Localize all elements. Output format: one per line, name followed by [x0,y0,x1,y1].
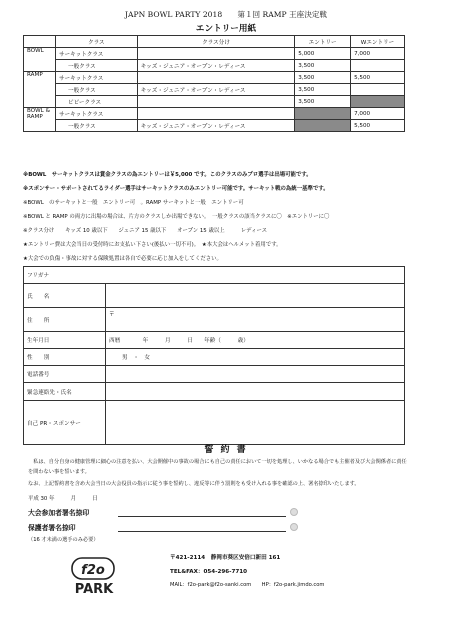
entry-cell: 3,500 [295,96,351,108]
form-row-gender [24,349,405,366]
phone-label: 電話番号 [24,366,106,383]
note-class-division: ※クラス分け キッズ 10 歳以下 ジュニア 15 歳以下 オープン 15 歳以上 レディース [23,228,268,234]
fee-header-division: クラス分け [137,36,295,48]
class-cell: 一般クラス [55,120,137,132]
w-entry-cell-disabled [351,96,405,108]
w-entry-cell: 5,500 [351,120,405,132]
class-cell: サーキットクラス [55,72,137,84]
fee-table-header-row [24,36,405,48]
name-label: 氏 名 [24,284,106,308]
form-row-furigana [24,267,405,284]
emergency-label: 緊急連絡先・氏名 [24,383,106,401]
division-cell [137,96,295,108]
pledge-date: 平成 30 年 月 日 [28,496,98,502]
table-row [24,60,405,72]
pledge-title: 誓 約 書 [204,445,248,455]
gender-label: 性 別 [24,349,106,366]
form-row-address [24,308,405,332]
entry-cell: 3,500 [295,84,351,96]
division-cell: キッズ・ジュニア・オープン・レディース [137,84,295,96]
note-payment: ★エントリー費は大会当日の受付時にお支払い下さい(後払い一切不可)。 ★本大会はヘルメット着用です。 [23,242,282,248]
category-ramp: RAMP [24,72,56,108]
table-row [24,108,405,120]
footer-mail: MAIL：f2o-park@f2o-sanki.com HP：f2o-park.jimdo.com [170,582,325,588]
form-subtitle: エントリー用紙 [195,24,257,34]
name-field[interactable] [106,284,405,308]
address-label: 住 所 [24,308,106,332]
form-row-birthdate [24,332,405,349]
park-logo-icon [66,555,122,597]
furigana-label: フリガナ [24,267,405,284]
address-field[interactable] [106,308,405,332]
note-both-events: ※BOWL と RAMP の両方に出場の場合は、片方のクラスしか出場できない。 一般クラスの該当クラスに〇 ※エントリーに〇 [23,214,330,220]
pledge-paragraph-2: なお、上記誓約書を含め大会当日の大会役員の指示に従う事を誓約し、違反等に伴う罰則をも受け入れる事を確認の上、署名捺印いたします。 [28,481,360,487]
birthdate-field[interactable]: 西暦 年 月 日 年齢（ 歳） [106,332,405,349]
class-cell: 一般クラス [55,84,137,96]
footer-address: 〒421-2114 静岡市葵区安倍口新田 161 [170,555,281,561]
entrant-form [23,266,405,445]
pr-label: 自己 PR・スポンサー [24,401,106,445]
logo-text: PARK [74,582,114,597]
seal-mark-icon [290,508,298,516]
table-row [24,120,405,132]
birthdate-label: 生年月日 [24,332,106,349]
note-insurance: ★大会での負傷・事故に対する保険処置は各自で必要に応じ加入をしてください。 [23,256,222,262]
table-row [24,48,405,60]
w-entry-cell: 5,500 [351,72,405,84]
emergency-field[interactable] [106,383,405,401]
w-entry-cell [351,84,405,96]
form-row-phone [24,366,405,383]
form-row-pr [24,401,405,445]
division-cell [137,108,295,120]
entry-cell-disabled [295,108,351,120]
minor-note: （16 才未満の選手のみ必要） [28,537,99,543]
class-cell: サーキットクラス [55,108,137,120]
gender-field[interactable]: 男 ・ 女 [106,349,405,366]
division-cell: キッズ・ジュニア・オープン・レディース [137,60,295,72]
pr-field[interactable] [106,401,405,445]
phone-field[interactable] [106,366,405,383]
fee-header-entry: エントリー [295,36,351,48]
class-cell: ビビークラス [55,96,137,108]
note-bowl-circuit: ※BOWL サーキットクラスは賞金クラスの為エントリーは￥5,000 です。このクラスのみプロ選手は出場可能です。 [23,172,312,178]
fee-header-class: クラス [55,36,137,48]
form-title: JAPN BOWL PARTY 2018 第１回 RAMP 王座決定戦 [124,10,328,19]
division-cell [137,72,295,84]
w-entry-cell: 7,000 [351,48,405,60]
entry-fee-table [23,35,405,132]
category-bowl: BOWL [24,48,56,72]
class-cell: サーキットクラス [55,48,137,60]
table-row [24,72,405,84]
form-row-emergency [24,383,405,401]
form-row-name [24,284,405,308]
entry-cell-disabled [295,120,351,132]
pledge-paragraph-1: 私は、自分自身の健康管理に細心の注意を払い、大会開催中の事故の場合にも自己の責任において一切を処理し、いかなる場合でも主催者及び大会関係者に責任を問わない事を誓います。 [28,459,407,475]
note-bowl-ramp-entry: ※BOWL のサーキットと一般 エントリー可 。RAMP サーキットと一般 エントリー可 [23,200,244,206]
guardian-signature-line[interactable] [118,531,286,532]
park-logo [66,555,122,597]
division-cell: キッズ・ジュニア・オープン・レディース [137,120,295,132]
category-ramp-2: RAMP [27,114,43,120]
seal-mark-icon [290,523,298,531]
participant-signature-label: 大会参加者署名捺印 [28,509,90,517]
entry-cell: 5,000 [295,48,351,60]
guardian-signature-label: 保護者署名捺印 [28,524,76,532]
postal-mark: 〒 [109,312,115,318]
table-row [24,96,405,108]
w-entry-cell: 7,000 [351,108,405,120]
fee-header-blank [24,36,56,48]
category-bowl-and: BOWL & [27,108,50,114]
division-cell [137,48,295,60]
class-cell: 一般クラス [55,60,137,72]
footer-tel: TEL&FAX：054-296-7710 [170,569,248,575]
category-bowl-ramp [24,108,56,132]
note-sponsor: ※スポンサー・サポートされてるライダー選手はサーキットクラスのみエントリー可能です。サーキット戦の為統一基準です。 [23,186,329,192]
fee-header-w-entry: Wエントリー [351,36,405,48]
w-entry-cell [351,60,405,72]
participant-signature-line[interactable] [118,516,286,517]
entry-cell: 3,500 [295,72,351,84]
logo-mark-text: f2o [81,563,105,578]
table-row [24,84,405,96]
entry-cell: 3,500 [295,60,351,72]
